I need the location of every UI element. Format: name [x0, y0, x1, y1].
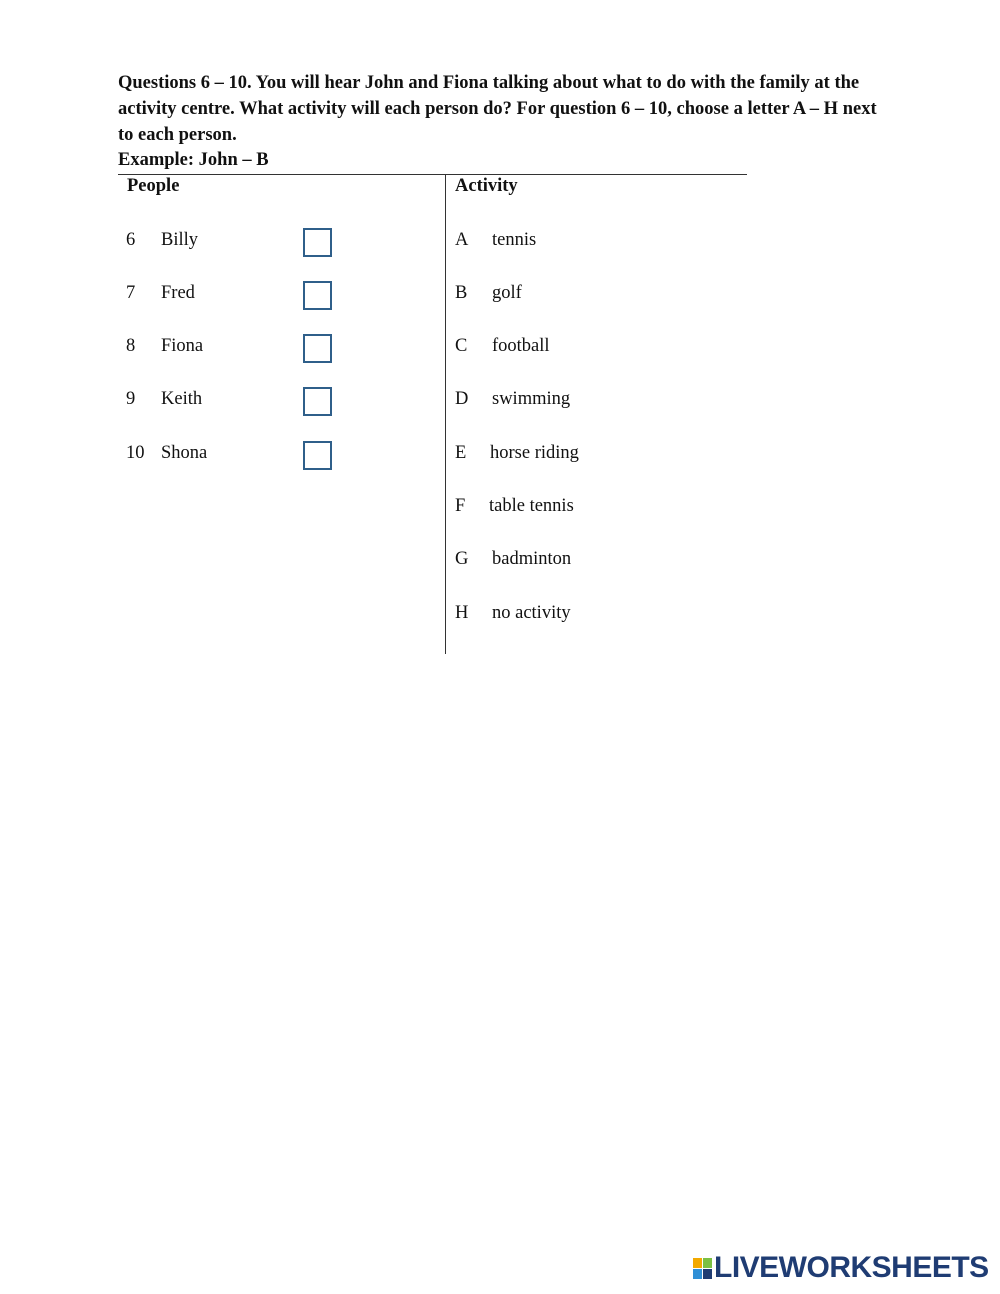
- answer-box[interactable]: [303, 281, 332, 310]
- person-number: 8: [126, 336, 136, 356]
- answer-box[interactable]: [303, 228, 332, 257]
- activity-heading: Activity: [455, 176, 518, 196]
- activity-letter: C: [455, 336, 468, 356]
- activity-letter: E: [455, 443, 467, 463]
- people-heading: People: [127, 176, 180, 196]
- example-text: Example: John – B: [118, 150, 269, 170]
- answer-box[interactable]: [303, 334, 332, 363]
- person-number: 9: [126, 389, 136, 409]
- activity-name: table tennis: [489, 496, 574, 516]
- activity-name: golf: [492, 283, 522, 303]
- table-top-rule: [118, 174, 747, 175]
- activity-name: no activity: [492, 603, 571, 623]
- person-number: 7: [126, 283, 136, 303]
- activity-name: swimming: [492, 389, 571, 409]
- person-row: [0, 281, 445, 315]
- table-divider: [445, 175, 446, 654]
- activity-letter: H: [455, 603, 469, 623]
- person-name: Fiona: [161, 336, 204, 356]
- answer-box[interactable]: [303, 387, 332, 416]
- person-row: [0, 334, 445, 368]
- activity-name: badminton: [492, 549, 572, 569]
- person-row: [0, 441, 445, 475]
- activity-letter: B: [455, 283, 468, 303]
- activity-letter: G: [455, 549, 469, 569]
- person-name: Fred: [161, 283, 195, 303]
- activity-name: tennis: [492, 230, 537, 250]
- person-name: Shona: [161, 443, 208, 463]
- activity-letter: A: [455, 230, 469, 250]
- activity-name: horse riding: [490, 443, 579, 463]
- logo-mark-icon: [693, 1258, 712, 1279]
- activity-letter: D: [455, 389, 469, 409]
- person-row: [0, 228, 445, 262]
- person-number: 6: [126, 230, 136, 250]
- logo-text: LIVEWORKSHEETS: [714, 1251, 989, 1284]
- person-number: 10: [126, 443, 145, 463]
- activity-name: football: [492, 336, 550, 356]
- activity-letter: F: [455, 496, 466, 516]
- person-row: [0, 387, 445, 421]
- answer-box[interactable]: [303, 441, 332, 470]
- person-name: Billy: [161, 230, 199, 250]
- person-name: Keith: [161, 389, 203, 409]
- liveworksheets-logo: [693, 1253, 989, 1283]
- instructions-text: Questions 6 – 10. You will hear John and Fiona talking about what to do with the family at the activity centre. What activity will each person do? For question 6 – 10, choose a letter A – H next to each person.: [118, 73, 877, 145]
